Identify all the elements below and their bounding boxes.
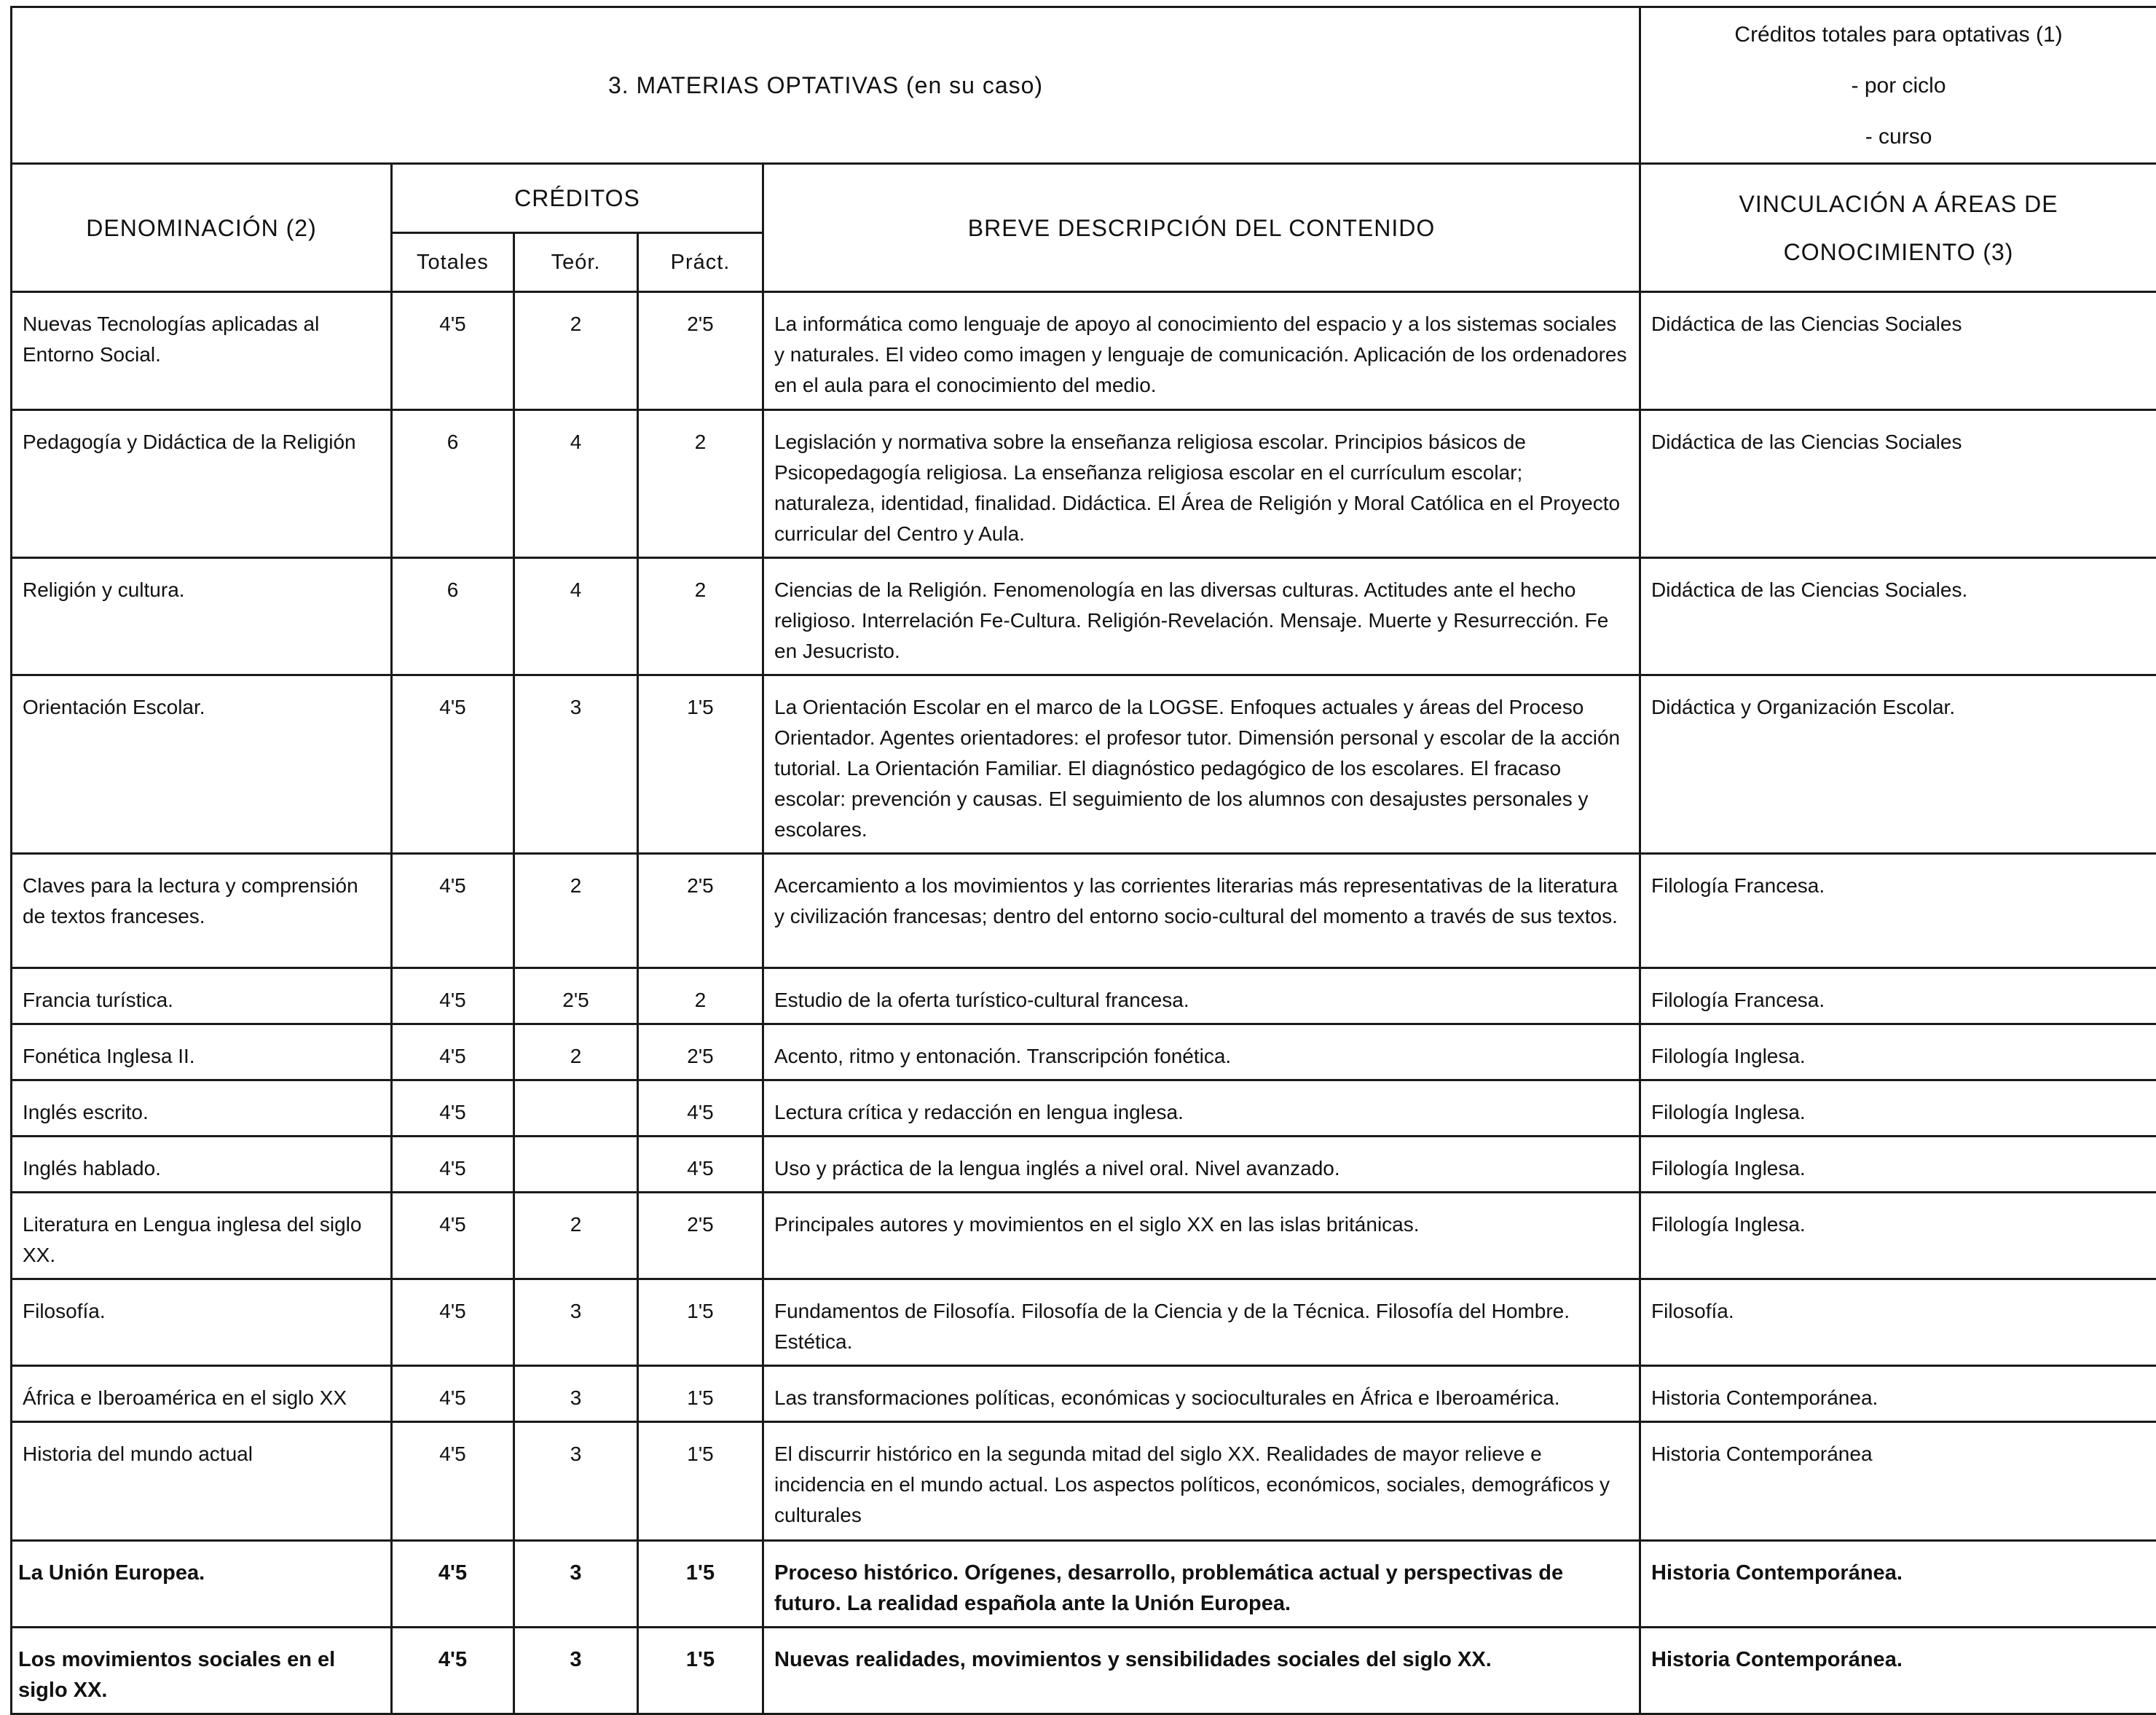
knowledge-area: Didáctica y Organización Escolar.	[1640, 675, 2156, 854]
table-row	[12, 968, 2156, 1024]
credits-total: 4'5	[392, 1279, 514, 1366]
knowledge-area: Filosofía.	[1640, 1279, 2156, 1366]
credits-total: 4'5	[392, 1422, 514, 1541]
knowledge-area: Historia Contemporánea	[1640, 1422, 2156, 1541]
credits-total: 4'5	[392, 1024, 514, 1080]
knowledge-area: Historia Contemporánea.	[1640, 1366, 2156, 1422]
area-header-line-2: CONOCIMIENTO (3)	[1648, 228, 2149, 276]
title-row	[12, 7, 2156, 164]
credits-theory: 3	[514, 1628, 638, 1714]
credits-total: 4'5	[392, 1628, 514, 1714]
subject-description: La Orientación Escolar en el marco de la LOGSE. Enfoques actuales y áreas del Proceso Orientador. Agentes orientadores: el profesor tutor. Dimensión personal y escolar de la acción tutorial. La Orientación Familiar. El diagnóstico pedagógico de los escolares. El fracaso escolar: prevención y causas. El seguimiento de los alumnos con desajustes personales y escolares.	[763, 675, 1640, 854]
subject-name: Los movimientos sociales en el siglo XX.	[12, 1628, 392, 1714]
subject-name: Pedagogía y Didáctica de la Religión	[12, 410, 392, 558]
knowledge-area: Didáctica de las Ciencias Sociales	[1640, 292, 2156, 410]
table-row	[12, 1279, 2156, 1366]
credits-theory: 2	[514, 1193, 638, 1279]
subject-name: Nuevas Tecnologías aplicadas al Entorno Social.	[12, 292, 392, 410]
credits-theory: 3	[514, 1541, 638, 1628]
subject-name: Historia del mundo actual	[12, 1422, 392, 1541]
column-header-theory: Teór.	[514, 233, 638, 292]
subject-name: Inglés escrito.	[12, 1080, 392, 1137]
subject-name: Filosofía.	[12, 1279, 392, 1366]
credits-theory: 2	[514, 292, 638, 410]
column-header-total: Totales	[392, 233, 514, 292]
table-row	[12, 1366, 2156, 1422]
subject-description: Acercamiento a los movimientos y las corrientes literarias más representativas de la literatura y civilización francesas; dentro del entorno socio-cultural del momento a través de sus textos.	[763, 854, 1640, 968]
credits-per-cycle: - por ciclo	[1648, 60, 2149, 111]
table-row	[12, 1137, 2156, 1193]
section-title: 3. MATERIAS OPTATIVAS (en su caso)	[12, 7, 1640, 164]
credits-practice: 1'5	[638, 1279, 763, 1366]
knowledge-area: Filología Inglesa.	[1640, 1080, 2156, 1137]
table-row	[12, 1422, 2156, 1541]
subject-description: Las transformaciones políticas, económicas y socioculturales en África e Iberoamérica.	[763, 1366, 1640, 1422]
credits-practice: 1'5	[638, 1366, 763, 1422]
table-row	[12, 1080, 2156, 1137]
credits-practice: 2'5	[638, 1024, 763, 1080]
knowledge-area: Historia Contemporánea.	[1640, 1628, 2156, 1714]
credits-practice: 2'5	[638, 1193, 763, 1279]
credits-theory	[514, 1137, 638, 1193]
table-row	[12, 1024, 2156, 1080]
credits-practice: 2	[638, 968, 763, 1024]
subject-name: Francia turística.	[12, 968, 392, 1024]
column-header-practice: Práct.	[638, 233, 763, 292]
column-header-area	[1640, 164, 2156, 292]
credits-practice: 4'5	[638, 1137, 763, 1193]
credits-practice: 4'5	[638, 1080, 763, 1137]
credits-practice: 2'5	[638, 292, 763, 410]
credits-practice: 1'5	[638, 1628, 763, 1714]
credits-total: 6	[392, 558, 514, 675]
header-row	[12, 164, 2156, 233]
credits-total: 4'5	[392, 1193, 514, 1279]
credits-theory: 4	[514, 558, 638, 675]
subject-description: Ciencias de la Religión. Fenomenología en las diversas culturas. Actitudes ante el hecho religioso. Interrelación Fe-Cultura. Religión-Revelación. Mensaje. Muerte y Resurrección. Fe en Jesucristo.	[763, 558, 1640, 675]
subject-name: Fonética Inglesa II.	[12, 1024, 392, 1080]
credits-practice: 1'5	[638, 1422, 763, 1541]
subject-description: La informática como lenguaje de apoyo al conocimiento del espacio y a los sistemas sociales y naturales. El video como imagen y lenguaje de comunicación. Aplicación de los ordenadores en el aula para el conocimiento del medio.	[763, 292, 1640, 410]
subject-description: Principales autores y movimientos en el siglo XX en las islas británicas.	[763, 1193, 1640, 1279]
table-row	[12, 854, 2156, 968]
credits-practice: 2	[638, 410, 763, 558]
knowledge-area: Filología Inglesa.	[1640, 1193, 2156, 1279]
credits-total: 4'5	[392, 1366, 514, 1422]
table-row	[12, 1193, 2156, 1279]
credits-theory: 2	[514, 1024, 638, 1080]
table-row	[12, 410, 2156, 558]
subject-description: Proceso histórico. Orígenes, desarrollo, problemática actual y perspectivas de futuro. La realidad española ante la Unión Europea.	[763, 1541, 1640, 1628]
credits-per-course: - curso	[1648, 111, 2149, 162]
credits-total: 4'5	[392, 1137, 514, 1193]
subject-name: Claves para la lectura y comprensión de textos franceses.	[12, 854, 392, 968]
subject-description: Estudio de la oferta turístico-cultural francesa.	[763, 968, 1640, 1024]
column-header-description: BREVE DESCRIPCIÓN DEL CONTENIDO	[763, 164, 1640, 292]
subject-name: Literatura en Lengua inglesa del siglo XX.	[12, 1193, 392, 1279]
subject-name: Inglés hablado.	[12, 1137, 392, 1193]
subject-name: Orientación Escolar.	[12, 675, 392, 854]
subject-description: Uso y práctica de la lengua inglés a nivel oral. Nivel avanzado.	[763, 1137, 1640, 1193]
knowledge-area: Filología Inglesa.	[1640, 1137, 2156, 1193]
knowledge-area: Filología Inglesa.	[1640, 1024, 2156, 1080]
credits-theory: 2	[514, 854, 638, 968]
table-row	[12, 292, 2156, 410]
table-row	[12, 1628, 2156, 1714]
subject-description: Lectura crítica y redacción en lengua inglesa.	[763, 1080, 1640, 1137]
credits-theory: 4	[514, 410, 638, 558]
knowledge-area: Filología Francesa.	[1640, 968, 2156, 1024]
table-row	[12, 675, 2156, 854]
knowledge-area: Didáctica de las Ciencias Sociales.	[1640, 558, 2156, 675]
credits-theory: 2'5	[514, 968, 638, 1024]
credits-total: 4'5	[392, 854, 514, 968]
optional-subjects-table	[10, 6, 2156, 1715]
credits-theory: 3	[514, 1422, 638, 1541]
credits-total: 6	[392, 410, 514, 558]
subject-name: África e Iberoamérica en el siglo XX	[12, 1366, 392, 1422]
credits-practice: 2	[638, 558, 763, 675]
credits-theory: 3	[514, 1366, 638, 1422]
knowledge-area: Didáctica de las Ciencias Sociales	[1640, 410, 2156, 558]
credits-total: 4'5	[392, 1541, 514, 1628]
credits-theory: 3	[514, 1279, 638, 1366]
knowledge-area: Filología Francesa.	[1640, 854, 2156, 968]
credits-title: Créditos totales para optativas (1)	[1648, 9, 2149, 60]
subject-description: Acento, ritmo y entonación. Transcripción fonética.	[763, 1024, 1640, 1080]
subject-name: Religión y cultura.	[12, 558, 392, 675]
knowledge-area: Historia Contemporánea.	[1640, 1541, 2156, 1628]
credits-total: 4'5	[392, 675, 514, 854]
column-header-credits: CRÉDITOS	[392, 164, 763, 233]
credits-theory: 3	[514, 675, 638, 854]
credits-total: 4'5	[392, 292, 514, 410]
table-row	[12, 1541, 2156, 1628]
credits-total: 4'5	[392, 1080, 514, 1137]
credits-practice: 1'5	[638, 675, 763, 854]
area-header-line-1: VINCULACIÓN A ÁREAS DE	[1648, 180, 2149, 228]
credits-practice: 2'5	[638, 854, 763, 968]
subject-description: Fundamentos de Filosofía. Filosofía de la Ciencia y de la Técnica. Filosofía del Hombre. Estética.	[763, 1279, 1640, 1366]
subject-description: Nuevas realidades, movimientos y sensibilidades sociales del siglo XX.	[763, 1628, 1640, 1714]
table-row	[12, 558, 2156, 675]
credits-theory	[514, 1080, 638, 1137]
total-credits-box	[1640, 7, 2156, 164]
subject-description: El discurrir histórico en la segunda mitad del siglo XX. Realidades de mayor relieve e incidencia en el mundo actual. Los aspectos políticos, económicos, sociales, demográficos y culturales	[763, 1422, 1640, 1541]
credits-total: 4'5	[392, 968, 514, 1024]
subject-description: Legislación y normativa sobre la enseñanza religiosa escolar. Principios básicos de Psicopedagogía religiosa. La enseñanza religiosa escolar en el currículum escolar; naturaleza, identidad, finalidad. Didáctica. El Área de Religión y Moral Católica en el Proyecto curricular del Centro y Aula.	[763, 410, 1640, 558]
column-header-name: DENOMINACIÓN (2)	[12, 164, 392, 292]
subject-name: La Unión Europea.	[12, 1541, 392, 1628]
credits-practice: 1'5	[638, 1541, 763, 1628]
